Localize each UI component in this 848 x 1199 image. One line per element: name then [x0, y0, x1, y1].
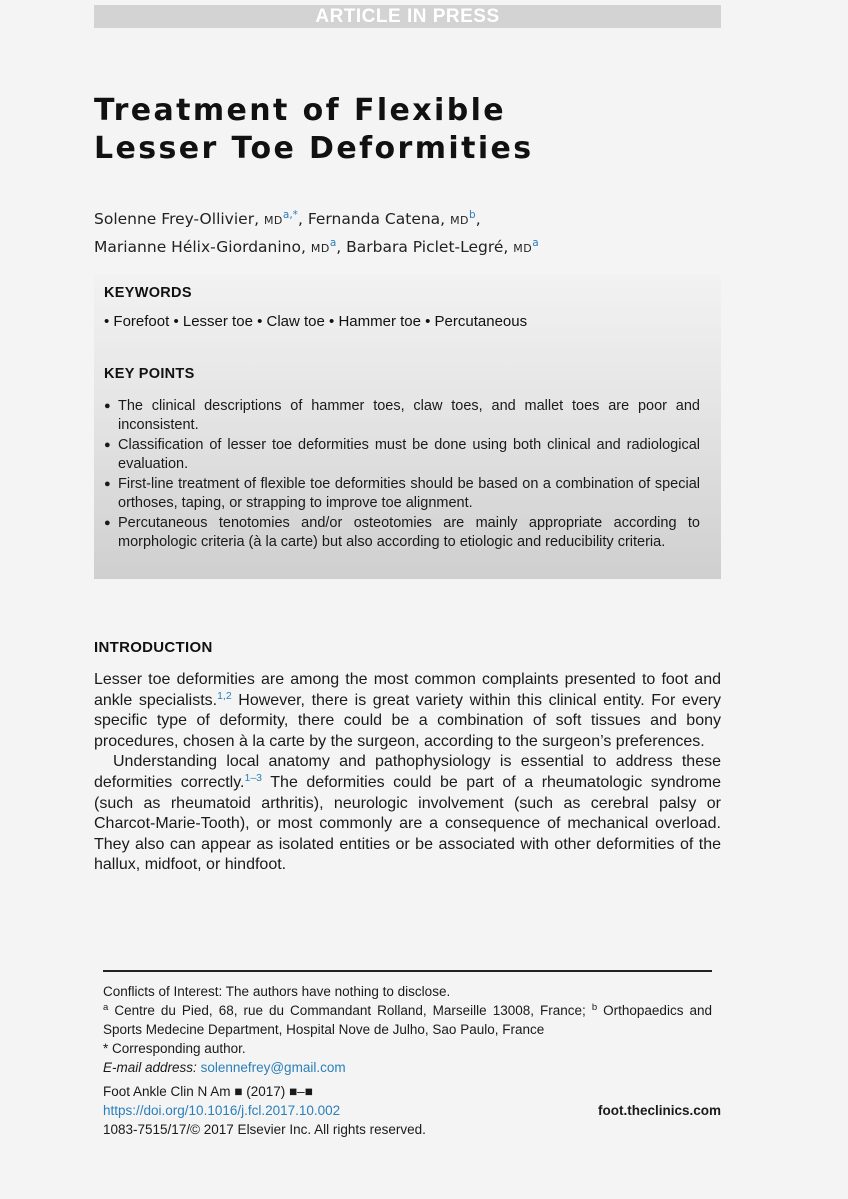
- author-degree: MD: [263, 214, 283, 227]
- author-separator: ,: [336, 238, 342, 256]
- corresponding-author: * Corresponding author.: [103, 1041, 246, 1056]
- author-name: Fernanda Catena,: [307, 210, 446, 228]
- article-title: [94, 92, 734, 168]
- affiliations: [103, 1001, 712, 1039]
- author-name: Barbara Piclet-Legré,: [346, 238, 509, 256]
- key-point-text: Percutaneous tenotomies and/or osteotomies are mainly appropriate according to morphologic criteria (à la carte) but also according to etiologic and reducibility criteria.: [118, 515, 700, 550]
- affiliation-text: Centre du Pied, 68, rue du Commandant Rolland, Marseille 13008, France;: [108, 1003, 592, 1018]
- title-line-2: Lesser Toe Deformities: [94, 131, 534, 166]
- keywords-heading: KEYWORDS: [104, 285, 192, 301]
- affiliation-mark: a: [103, 1002, 109, 1013]
- citation-link[interactable]: 1,2: [217, 689, 232, 702]
- journal-info: [103, 1082, 721, 1139]
- author-degree: MD: [450, 214, 470, 227]
- introduction-paragraph-1: [94, 670, 721, 752]
- key-point-text: First-line treatment of flexible toe deformities should be based on a combination of special orthoses, taping, or strapping to improve toe alignment.: [118, 476, 700, 511]
- bullet-icon: ●: [104, 439, 111, 451]
- introduction-paragraph-2: [94, 752, 721, 876]
- paragraph-text: Understanding local anatomy and pathophysiology is essential to address these deformities correctly.: [94, 753, 721, 791]
- footnotes: [103, 982, 712, 1077]
- journal-site[interactable]: foot.theclinics.com: [597, 1103, 721, 1118]
- bullet-icon: ●: [104, 400, 111, 412]
- bullet-icon: ●: [104, 478, 111, 490]
- email-line: [103, 1058, 712, 1077]
- author-name: Solenne Frey-Ollivier,: [94, 210, 259, 228]
- author-degree: MD: [310, 242, 330, 255]
- email-link[interactable]: solennefrey@gmail.com: [200, 1060, 346, 1075]
- author-separator: ,: [475, 210, 481, 228]
- affiliation-text: Orthopaedics and Sports Medecine Department, Hospital Nove de Julho, Sao Paulo, France: [103, 1003, 712, 1037]
- author-degree: MD: [513, 242, 533, 255]
- author-affiliation-mark[interactable]: a: [532, 237, 539, 249]
- footnote-divider: [103, 970, 712, 972]
- author-affiliation-mark[interactable]: b: [469, 209, 476, 221]
- paragraph-text: However, there is great variety within this clinical entity. For every specific type of deformity, there could be a combination of soft tissues and bony procedures, chosen à la carte by the surgeon, according to the surgeon’s preferences.: [94, 691, 721, 750]
- title-line-1: Treatment of Flexible: [94, 93, 507, 128]
- author-line-2: [94, 232, 734, 260]
- key-points-heading: KEY POINTS: [104, 366, 195, 382]
- key-point-item: [104, 514, 700, 551]
- keywords-list: • Forefoot • Lesser toe • Claw toe • Hammer toe • Percutaneous: [104, 313, 528, 330]
- paragraph-text: Lesser toe deformities are among the most common complaints presented to foot and ankle specialists.: [94, 671, 721, 709]
- author-separator: ,: [297, 210, 303, 228]
- introduction-body: [94, 670, 721, 876]
- doi-link[interactable]: https://doi.org/10.1016/j.fcl.2017.10.002: [103, 1103, 341, 1118]
- author-affiliation-mark[interactable]: a,*: [282, 209, 298, 221]
- conflicts-of-interest: Conflicts of Interest: The authors have nothing to disclose.: [103, 984, 451, 999]
- article-in-press-banner: ARTICLE IN PRESS: [94, 5, 721, 28]
- affiliation-mark: b: [591, 1002, 598, 1013]
- author-list: [94, 204, 734, 260]
- key-points-list: [104, 397, 700, 553]
- key-point-item: [104, 436, 700, 473]
- copyright: 1083-7515/17/© 2017 Elsevier Inc. All rights reserved.: [103, 1122, 426, 1137]
- bullet-icon: ●: [104, 517, 111, 529]
- key-point-item: [104, 475, 700, 512]
- journal-citation: Foot Ankle Clin N Am ■ (2017) ■–■: [103, 1084, 313, 1099]
- citation-link[interactable]: 1–3: [244, 771, 263, 784]
- author-affiliation-mark[interactable]: a: [329, 237, 337, 249]
- key-point-item: [104, 397, 700, 434]
- author-line-1: [94, 204, 734, 232]
- author-name: Marianne Hélix-Giordanino,: [94, 238, 306, 256]
- key-point-text: The clinical descriptions of hammer toes, claw toes, and mallet toes are poor and inconsistent.: [118, 398, 700, 433]
- key-point-text: Classification of lesser toe deformities must be done using both clinical and radiological evaluation.: [118, 437, 700, 472]
- email-label: E-mail address:: [103, 1060, 197, 1075]
- paragraph-text: The deformities could be part of a rheumatologic syndrome (such as rheumatoid arthritis), neurologic involvement (such as cerebral palsy or Charcot-Marie-Tooth), or most commonly are a consequence of mechanical overload. They also can appear as isolated entities or be associated with other deformities of the hallux, midfoot, or hindfoot.: [94, 773, 721, 874]
- introduction-heading: INTRODUCTION: [94, 639, 213, 656]
